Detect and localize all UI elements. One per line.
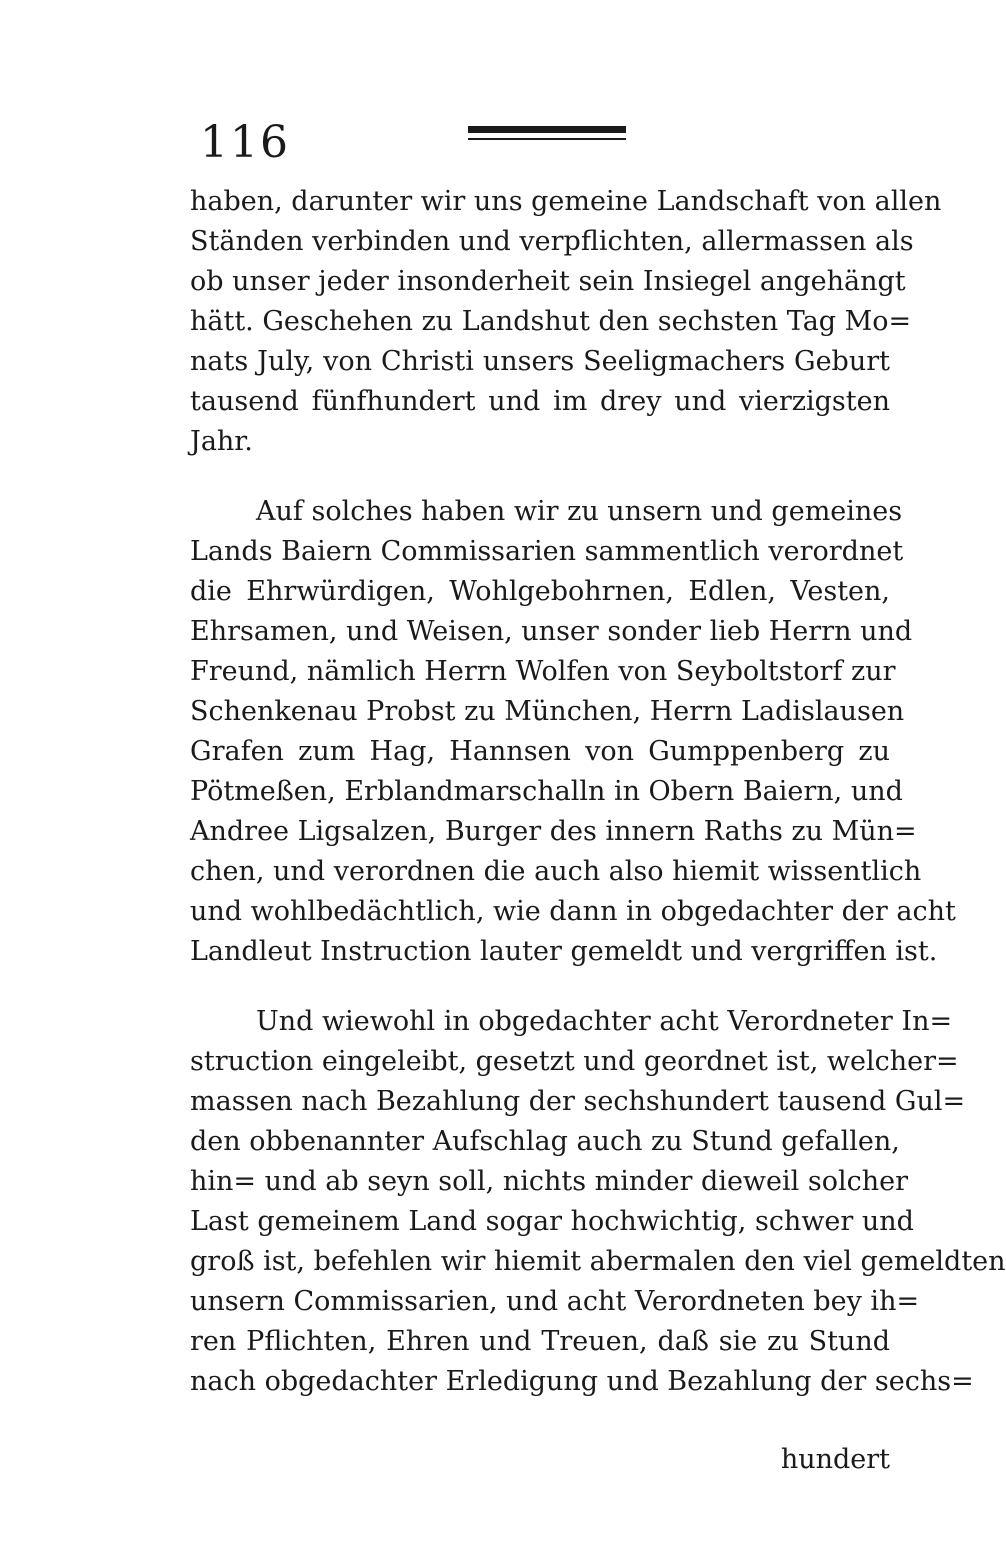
text-line: Auf solches haben wir zu unsern und gemeines [256,496,903,527]
text-line: Andree Ligsalzen, Burger des innern Raths zu Mün= [190,816,917,847]
text-line: massen nach Bezahlung der sechshundert tausend Gul= [190,1086,966,1117]
text-line: nach obgedachter Erledigung und Bezahlung der sechs= [190,1366,974,1397]
header-rule-thin [468,138,626,140]
paragraph-3 [190,1002,1006,1402]
catchword: hundert [780,1444,890,1475]
text-line: ren Pflichten, Ehren und Treuen, daß sie zu Stund [190,1326,890,1357]
text-line: die Ehrwürdigen, Wohlgebohrnen, Edlen, Vesten, [190,576,890,607]
text-line: Schenkenau Probst zu München, Herrn Ladislausen [190,696,905,727]
text-line: hätt. Geschehen zu Landshut den sechsten Tag Mo= [190,306,912,337]
paragraph-2 [190,492,956,972]
paragraph-gap [190,462,890,492]
text-line: und wohlbedächtlich, wie dann in obgedachter der acht [190,896,956,927]
text-line: Landleut Instruction lauter gemeldt und vergriffen ist. [190,936,938,967]
text-line: unsern Commissarien, und acht Verordneten bey ih= [190,1286,920,1317]
text-line: Ständen verbinden und verpflichten, allermassen als [190,226,914,257]
text-line: Freund, nämlich Herrn Wolfen von Seyboltstorf zur [190,656,896,687]
text-line: hin= und ab seyn soll, nichts minder dieweil solcher [190,1166,909,1197]
text-line: Und wiewohl in obgedachter acht Verordneter In= [256,1006,953,1037]
text-line: Pötmeßen, Erblandmarschalln in Obern Baiern, und [190,776,903,807]
paragraph-1 [190,182,942,462]
text-line: nats July, von Christi unsers Seeligmachers Geburt [190,346,890,377]
text-line: tausend fünfhundert und im drey und vierzigsten [190,386,890,417]
text-line: den obbenannter Aufschlag auch zu Stund gefallen, [190,1126,900,1157]
header-ornament-rule [468,126,626,140]
text-line: Ehrsamen, und Weisen, unser sonder lieb Herrn und [190,616,913,647]
text-line: ob unser jeder insonderheit sein Insiegel angehängt [190,266,906,297]
page-number: 116 [200,117,290,168]
header-rule-thick [468,126,626,133]
text-line: Last gemeinem Land sogar hochwichtig, schwer und [190,1206,914,1237]
page-header [200,118,890,168]
text-line: chen, und verordnen die auch also hiemit wissentlich [190,856,922,887]
text-line: struction eingeleibt, gesetzt und geordnet ist, welcher= [190,1046,959,1077]
text-line: Grafen zum Hag, Hannsen von Gumppenberg zu [190,736,890,767]
text-line: Lands Baiern Commissarien sammentlich verordnet [190,536,904,567]
body-text [190,182,1006,1402]
text-line: groß ist, befehlen wir hiemit abermalen den viel gemeldten [190,1246,1006,1277]
text-line: haben, darunter wir uns gemeine Landschaft von allen [190,186,942,217]
text-line: Jahr. [190,426,253,457]
paragraph-gap [190,972,890,1002]
